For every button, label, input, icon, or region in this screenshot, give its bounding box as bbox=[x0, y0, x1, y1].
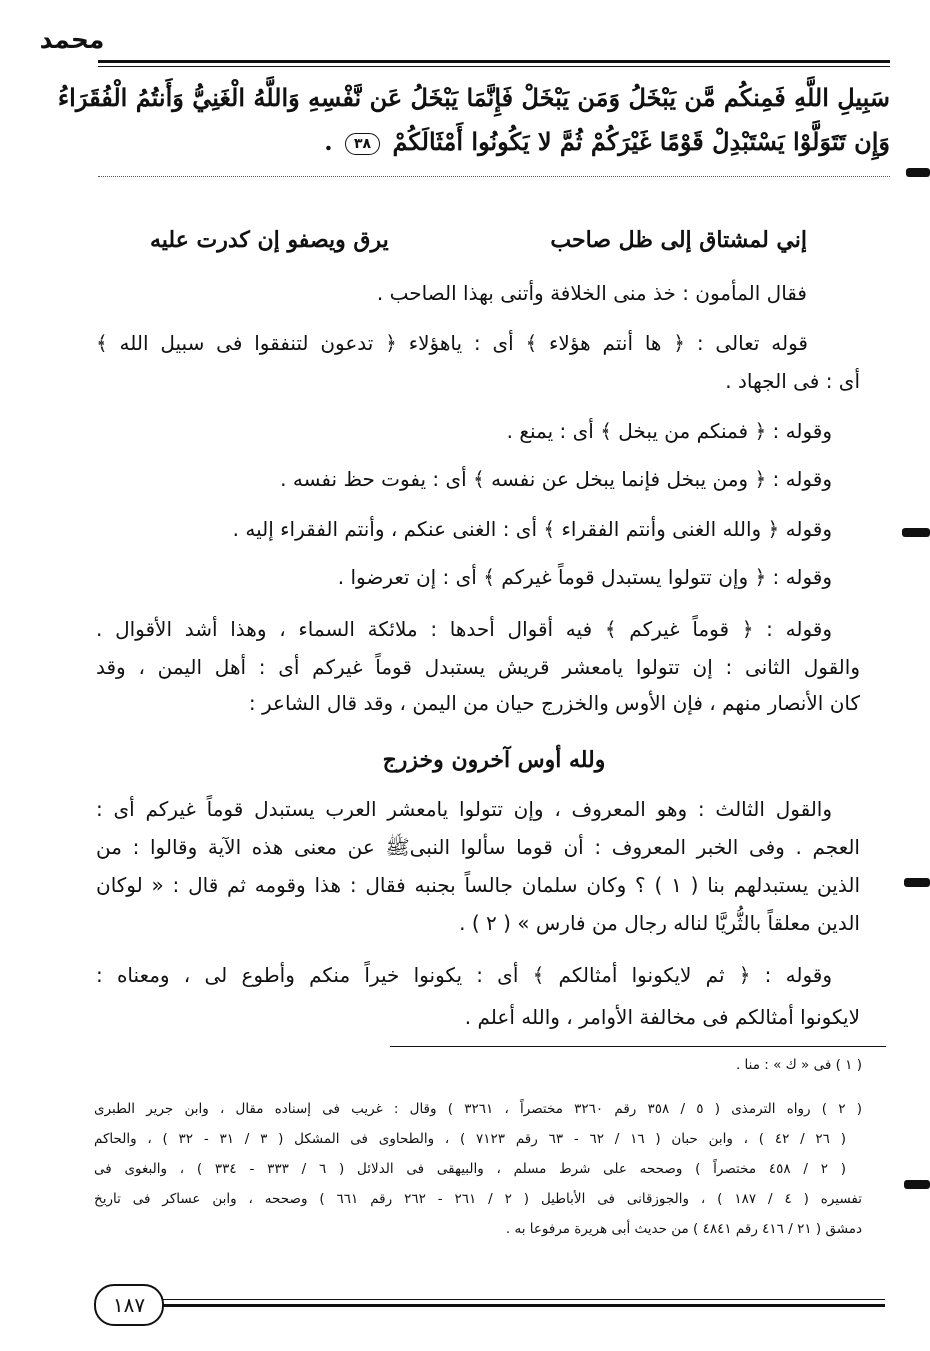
body-paragraph: والقول الثالث : وهو المعروف ، وإن تتولوا يامعشر العرب يستبدل قوماً غيركم أى : bbox=[96, 797, 832, 821]
edge-mark bbox=[902, 528, 930, 537]
body-paragraph: لايكونوا أمثالكم فى مخالفة الأوامر ، والله أعلم . bbox=[464, 1005, 860, 1029]
page-number: ١٨٧ bbox=[94, 1284, 164, 1326]
body-paragraph: فقال المأمون : خذ منى الخلافة وأتنى بهذا الصاحب . bbox=[376, 281, 807, 305]
body-paragraph: وقوله ﴿ والله الغنى وأنتم الفقراء ﴾ أى : الغنى عنكم ، وأنتم الفقراء إليه . bbox=[232, 517, 832, 541]
footnote: تفسيره ( ٤ / ١٨٧ ) ، والجوزقانى فى الأباطيل ( ٢ / ٢٦١ - ٢٦٢ رقم ٦٦١ ) وصححه ، وابن عساكر فى تاريخ bbox=[94, 1191, 862, 1207]
footer-rule-top bbox=[150, 1299, 885, 1300]
footer-rule-bottom bbox=[150, 1304, 885, 1307]
body-paragraph: العجم . وفى الخبر المعروف : أن قوما سألوا النبىﷺ عن معنى هذه الآية وقالوا : من bbox=[96, 835, 860, 859]
verse-separator-line bbox=[98, 176, 890, 177]
poem-right-hemistich: إني لمشتاق إلى ظل صاحب bbox=[550, 227, 807, 253]
footnote: ( ١ ) فى « ك » : منا . bbox=[735, 1057, 862, 1073]
header-rule-top bbox=[98, 60, 890, 63]
quran-verse-line-2-text: وَإِن تَتَوَلَّوْا يَسْتَبْدِلْ قَوْمًا غَيْرَكُمْ ثُمَّ لا يَكُونُوا أَمْثَالَكُمْ bbox=[392, 127, 890, 156]
body-paragraph: أى : فى الجهاد . bbox=[725, 369, 860, 393]
body-paragraph: الذين يستبدلهم بنا ( ١ ) ؟ وكان سلمان جالساً بجنبه فقال : هذا وقومه ثم قال : « لوكان bbox=[96, 873, 860, 897]
body-paragraph: والقول الثانى : إن تتولوا يامعشر قريش يستبدل قوماً غيركم أى : أهل اليمن ، وقد bbox=[96, 655, 860, 679]
body-paragraph: وقوله : ﴿ ثم لايكونوا أمثالكم ﴾ أى : يكونوا خيراً منكم وأطوع لى ، ومعناه : bbox=[96, 963, 832, 987]
poetry-verse: ولله أوس آخرون وخزرج bbox=[382, 747, 606, 773]
body-paragraph: الدين معلقاً بالثُّريَّا لناله رجال من فارس » ( ٢ ) . bbox=[459, 911, 860, 935]
body-paragraph: كان الأنصار منهم ، فإن الأوس والخزرج حيان من اليمن ، وقد قال الشاعر : bbox=[248, 691, 860, 715]
edge-mark bbox=[906, 168, 930, 177]
poem-left-hemistich: يرق ويصفو إن كدرت عليه bbox=[150, 227, 389, 253]
footnote-separator bbox=[390, 1046, 886, 1047]
footnote: دمشق ( ٢١ / ٤١٦ رقم ٤٨٤١ ) من حديث أبى هريرة مرفوعا به . bbox=[505, 1221, 862, 1237]
footnote: ( ٢٦ / ٤٢ ) ، وابن حبان ( ١٦ / ٦٢ - ٦٣ رقم ٧١٢٣ ) ، والطحاوى فى المشكل ( ٣ / ٣١ - ٣٢ ) ، والحاكم bbox=[94, 1131, 846, 1147]
header-rule-bottom bbox=[98, 66, 890, 67]
body-paragraph: وقوله : ﴿ ومن يبخل فإنما يبخل عن نفسه ﴾ أى : يفوت حظ نفسه . bbox=[280, 467, 832, 491]
surah-name-header: محمد bbox=[39, 25, 105, 54]
body-paragraph: وقوله : ﴿ قوماً غيركم ﴾ فيه أقوال أحدها : ملائكة السماء ، وهذا أشد الأقوال . bbox=[96, 617, 832, 641]
quran-verse-line-1: سَبِيلِ اللَّهِ فَمِنكُم مَّن يَبْخَلُ وَمَن يَبْخَلْ فَإِنَّمَا يَبْخَلُ عَن نَّفْسِهِ وَاللَّهُ الْغَنِيُّ وَأَنتُمُ الْفُقَرَاءُ bbox=[57, 83, 890, 112]
ayah-number-badge: ٣٨ bbox=[345, 133, 380, 155]
verse-end-mark: . bbox=[324, 127, 333, 156]
footnote: ( ٢ ) رواه الترمذى ( ٥ / ٣٥٨ رقم ٣٢٦٠ مختصراً ، ٣٢٦١ ) وقال : غريب فى إسناده مقال ، وابن جرير الطبرى bbox=[94, 1101, 862, 1117]
quran-verse-line-2 bbox=[98, 122, 890, 162]
body-paragraph: وقوله : ﴿ وإن تتولوا يستبدل قوماً غيركم ﴾ أى : إن تعرضوا . bbox=[337, 565, 832, 589]
body-paragraph: قوله تعالى : ﴿ ها أنتم هؤلاء ﴾ أى : ياهؤلاء ﴿ تدعون لتنفقوا فى سبيل الله ﴾ bbox=[96, 331, 808, 355]
footnote: ( ٢ / ٤٥٨ مختصراً ) وصححه على شرط مسلم ، والبيهقى فى الدلائل ( ٦ / ٣٣٣ - ٣٣٤ ) ، والبغوى فى bbox=[94, 1161, 847, 1177]
edge-mark bbox=[904, 878, 930, 887]
body-paragraph: وقوله : ﴿ فمنكم من يبخل ﴾ أى : يمنع . bbox=[506, 419, 832, 443]
edge-mark bbox=[904, 1180, 930, 1189]
